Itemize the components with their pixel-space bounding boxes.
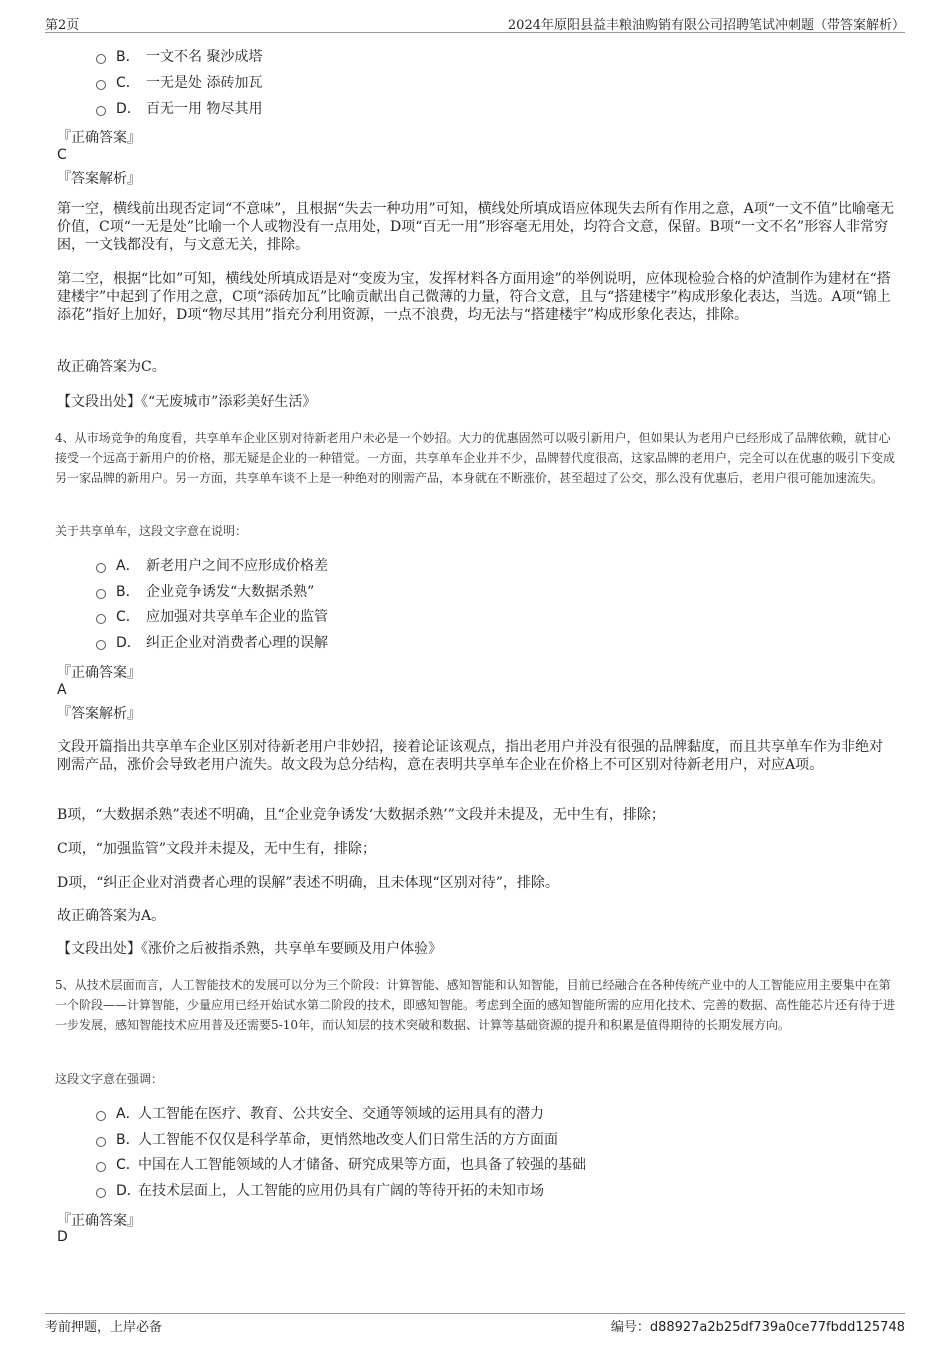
option-text: 人工智能在医疗、教育、公共安全、交通等领域的运用具有的潜力 xyxy=(138,1106,544,1122)
q3-analysis-paragraph-2: 第二空，根据“比如”可知，横线处所填成语是对“变废为宝，发挥材料各方面用途”的举例说明，应体现检验合格的炉渣制作为建材在“搭建楼宇”中起到了作用之意，C项“添砖加瓦”比喻贡献出自己微薄的力量，符合文意，且与“搭建楼宇”构成形象化表达，当选。A项“锦上添花”指好上加好，D项“物尽其用”指充分利用资源，一点不浪费，均无法与“搭建楼宇”构成形象化表达，排除。 xyxy=(57,271,891,323)
option-text: 中国在人工智能领域的人才储备、研究成果等方面，也具备了较强的基础 xyxy=(138,1157,586,1173)
document-title: 2024年原阳县益丰粮油购销有限公司招聘笔试冲刺题（带答案解析） xyxy=(507,18,905,33)
q4-answer-label: 『正确答案』 xyxy=(57,665,141,681)
q4-option-c[interactable]: C． 应加强对共享单车企业的监管 xyxy=(96,607,328,627)
radio-icon[interactable] xyxy=(96,1137,106,1147)
option-text: 人工智能不仅仅是科学革命，更悄然地改变人们日常生活的方方面面 xyxy=(138,1132,558,1148)
q3-source: 【文段出处】《“无废城市”添彩美好生活》 xyxy=(57,394,317,410)
radio-icon[interactable] xyxy=(96,1111,106,1121)
q4-analysis-label: 『答案解析』 xyxy=(57,706,141,722)
q4-option-d[interactable]: D． 纠正企业对消费者心理的误解 xyxy=(96,633,328,653)
page-footer xyxy=(45,1313,905,1336)
q3-answer: C xyxy=(57,147,67,163)
q4-analysis-d: D项，“纠正企业对消费者心理的误解”表述不明确，且未体现“区别对待”，排除。 xyxy=(57,875,559,891)
q4-answer: A xyxy=(57,682,67,698)
radio-icon[interactable] xyxy=(96,640,106,650)
q3-conclusion: 故正确答案为C。 xyxy=(57,359,166,375)
radio-icon[interactable] xyxy=(96,1162,106,1172)
q4-analysis-c: C项，“加强监管”文段并未提及，无中生有，排除； xyxy=(57,841,377,857)
option-text: 企业竞争诱发“大数据杀熟” xyxy=(146,584,315,600)
option-text: 一无是处 添砖加瓦 xyxy=(146,75,263,91)
q3-analysis-label: 『答案解析』 xyxy=(57,171,141,187)
q3-answer-label: 『正确答案』 xyxy=(57,130,141,146)
radio-icon[interactable] xyxy=(96,1188,106,1198)
radio-icon[interactable] xyxy=(96,80,106,90)
q5-option-c[interactable]: C． 中国在人工智能领域的人才储备、研究成果等方面，也具备了较强的基础 xyxy=(96,1155,586,1175)
option-text: 新老用户之间不应形成价格差 xyxy=(146,558,328,574)
q4-analysis-paragraph-1: 文段开篇指出共享单车企业区别对待新老用户非妙招，接着论证该观点，指出老用户并没有很强的品牌黏度，而且共享单车作为非绝对刚需产品，涨价会导致老用户流失。故文段为总分结构，意在表明共享单车企业在价格上不可区别对待新老用户，对应A项。 xyxy=(57,739,883,773)
q4-source: 【文段出处】《涨价之后被指杀熟，共享单车要顾及用户体验》 xyxy=(57,941,442,957)
radio-icon[interactable] xyxy=(96,589,106,599)
q5-answer: D xyxy=(57,1229,68,1245)
page-number: 第2页 xyxy=(45,18,80,33)
option-text: 一文不名 聚沙成塔 xyxy=(146,49,263,65)
radio-icon[interactable] xyxy=(96,106,106,116)
radio-icon[interactable] xyxy=(96,563,106,573)
footer-code-label: 编号： xyxy=(610,1320,650,1335)
q4-prompt: 关于共享单车，这段文字意在说明： xyxy=(55,524,248,538)
footer-code xyxy=(611,1316,905,1335)
q3-option-d[interactable]: D． 百无一用 物尽其用 xyxy=(96,99,262,119)
option-text: 在技术层面上，人工智能的应用仍具有广阔的等待开拓的未知市场 xyxy=(138,1183,544,1199)
q4-analysis-b: B项，“大数据杀熟”表述不明确，且“企业竞争诱发‘大数据杀熟’”文段并未提及，无中生有，排除； xyxy=(57,807,665,823)
q4-conclusion: 故正确答案为A。 xyxy=(57,908,166,924)
q3-option-b[interactable]: B． 一文不名 聚沙成塔 xyxy=(96,47,262,67)
page-header xyxy=(45,12,905,33)
q5-answer-label: 『正确答案』 xyxy=(57,1213,141,1229)
q4-option-b[interactable]: B． 企业竞争诱发“大数据杀熟” xyxy=(96,582,314,602)
footer-code-value: d88927a2b25df739a0ce77fbdd125748 xyxy=(649,1320,905,1335)
q5-option-a[interactable]: A． 人工智能在医疗、教育、公共安全、交通等领域的运用具有的潜力 xyxy=(96,1104,544,1124)
option-text: 应加强对共享单车企业的监管 xyxy=(146,609,328,625)
radio-icon[interactable] xyxy=(96,54,106,64)
q5-stem: 5、从技术层面而言，人工智能技术的发展可以分为三个阶段：计算智能、感知智能和认知智能，目前已经融合在各种传统产业中的人工智能应用主要集中在第一个阶段——计算智能，少量应用已经开始试水第二阶段的技术，即感知智能。考虑到全面的感知智能所需的应用化技术、完善的数据、高性能芯片还有待于进一步发展，感知智能技术应用普及还需要5-10年，而认知层的技术突破和数据、计算等基础资源的提升和积累是值得期待的长期发展方向。 xyxy=(55,978,896,1032)
option-text: 纠正企业对消费者心理的误解 xyxy=(146,635,328,651)
q4-option-a[interactable]: A． 新老用户之间不应形成价格差 xyxy=(96,556,328,576)
q5-option-b[interactable]: B． 人工智能不仅仅是科学革命，更悄然地改变人们日常生活的方方面面 xyxy=(96,1130,558,1150)
q3-option-c[interactable]: C． 一无是处 添砖加瓦 xyxy=(96,73,262,93)
q5-option-d[interactable]: D． 在技术层面上，人工智能的应用仍具有广阔的等待开拓的未知市场 xyxy=(96,1181,544,1201)
footer-slogan: 考前押题，上岸必备 xyxy=(45,1320,163,1335)
q3-analysis-paragraph-1: 第一空，横线前出现否定词“不意味”，且根据“失去一种功用”可知，横线处所填成语应体现失去所有作用之意，A项“一文不值”比喻毫无价值，C项“一无是处”比喻一个人或物没有一点用处，D项“百无一用”形容毫无用处，均符合文意，保留。B项“一文不名”形容人非常穷困，一文钱都没有，与文意无关，排除。 xyxy=(57,201,895,253)
radio-icon[interactable] xyxy=(96,614,106,624)
q4-stem: 4、从市场竞争的角度看，共享单车企业区别对待新老用户未必是一个妙招。大力的优惠固然可以吸引新用户，但如果认为老用户已经形成了品牌依赖，就甘心接受一个远高于新用户的价格，那无疑是企业的一种错觉。一方面，共享单车企业并不少，品牌替代度很高，这家品牌的老用户，完全可以在优惠的吸引下变成另一家品牌的新用户。另一方面，共享单车谈不上是一种绝对的刚需产品，本身就在不断涨价，甚至超过了公交，那么没有优惠后，老用户很可能加速流失。 xyxy=(55,431,896,485)
option-text: 百无一用 物尽其用 xyxy=(146,101,263,117)
q5-prompt: 这段文字意在强调： xyxy=(55,1072,164,1086)
